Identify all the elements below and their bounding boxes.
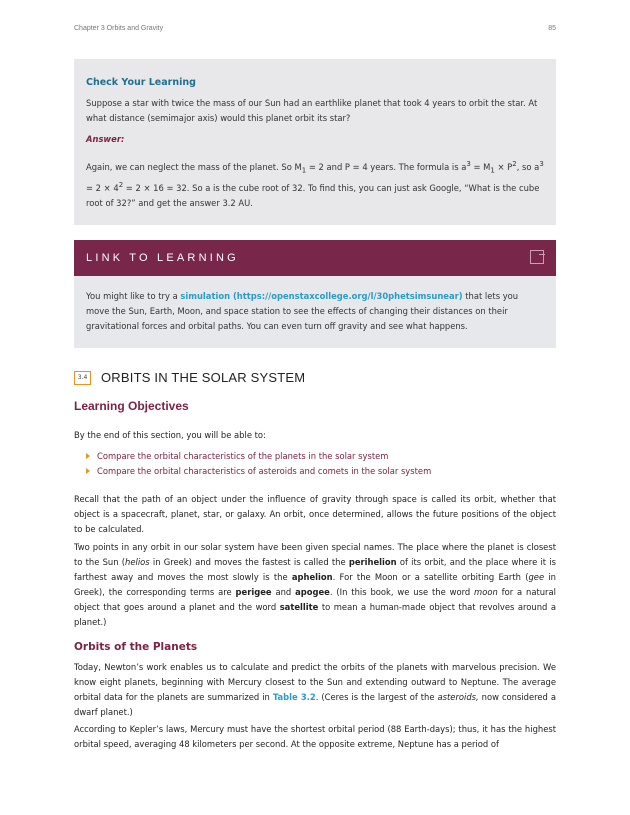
check-question: Suppose a star with twice the mass of our Sun had an earthlike planet that took 4 years to orbit the star. At what distance (semimajor axis) would this planet orbit its star? [86, 98, 538, 123]
section-number: 3.4 [74, 371, 91, 385]
link-to-learning-body [74, 276, 556, 348]
paragraph-orbit-definition: Recall that the path of an object under the influence of gravity through space is called its orbit, whether that object is a spacecraft, planet, star, or galaxy. An orbit, once determined, allows the future positions of the object to be calculated. [74, 494, 556, 534]
objective-item: Compare the orbital characteristics of the planets in the solar system [86, 451, 388, 461]
link-to-learning-label: LINK TO LEARNING [86, 252, 239, 264]
paragraph-planet-orbits: Today, Newton’s work enables us to calculate and predict the orbits of the planets with marvelous precision. We know eight planets, beginning with Mercury closest to the Sun and extending outward to Neptune. The average orbital data for the planets are summarized in Table 3.2. (Ceres is the largest of the asteroids, now considered a dwarf planet.) [74, 662, 556, 717]
paragraph-kepler: According to Kepler’s laws, Mercury must have the shortest orbital period (88 Earth-days); thus, it has the highest orbital speed, averaging 48 kilometers per second. At the opposite extreme, Neptune has a period of [74, 724, 556, 749]
objectives-intro: By the end of this section, you will be able to: [74, 430, 266, 440]
subheading-orbits-of-planets: Orbits of the Planets [74, 641, 198, 653]
external-link-icon [530, 250, 544, 264]
check-your-learning-title: Check Your Learning [86, 77, 196, 88]
check-answer: Again, we can neglect the mass of the planet. So $M_1 = 2$ and P = 4 years. The formula is $a^3 = M_1 \times P^2$, so $a^3 = 2 \times 4^2 = 2 \times 16 = 32$. So a is the cube root of 32. To find this, you can just ask Google, “What is the cube root of 32?” and get the answer 3.2 AU. [86, 160, 544, 209]
page-number: 85 [548, 25, 556, 32]
table-reference-link[interactable]: Table 3.2 [272, 692, 316, 702]
check-your-learning-box [74, 59, 556, 225]
objective-item: Compare the orbital characteristics of asteroids and comets in the solar system [86, 466, 431, 476]
chapter-header: Chapter 3 Orbits and Gravity [74, 25, 164, 32]
section-title: ORBITS IN THE SOLAR SYSTEM [101, 370, 306, 385]
paragraph-orbit-points: Two points in any orbit in our solar system have been given special names. The place where the planet is closest to the Sun (helios in Greek) and moves the fastest is called the perihelion of its orbit, and the place where it is farthest away and moves the most slowly is the aphelion. For the Moon or a satellite orbiting Earth (gee in Greek), the corresponding terms are perigee and apogee. (In this book, we use the word moon for a natural object that goes around a planet and the word satellite to mean a human-made object that revolves around a planet.) [74, 542, 557, 627]
simulation-link[interactable]: simulation (https://openstaxcollege.org/l/30phetsimsunear) [180, 291, 463, 301]
bullet-icon [86, 468, 90, 474]
bullet-icon [86, 453, 90, 459]
link-to-learning-text: You might like to try a simulation (https://openstaxcollege.org/l/30phetsimsunear) that lets you move the Sun, Earth, Moon, and space station to see the effects of changing their distances on their gravitational forces and orbital paths. You can even turn off gravity and see what happens. [86, 291, 519, 331]
answer-label: Answer: [86, 134, 125, 144]
link-to-learning-header [74, 240, 556, 276]
learning-objectives-title: Learning Objectives [74, 399, 189, 413]
